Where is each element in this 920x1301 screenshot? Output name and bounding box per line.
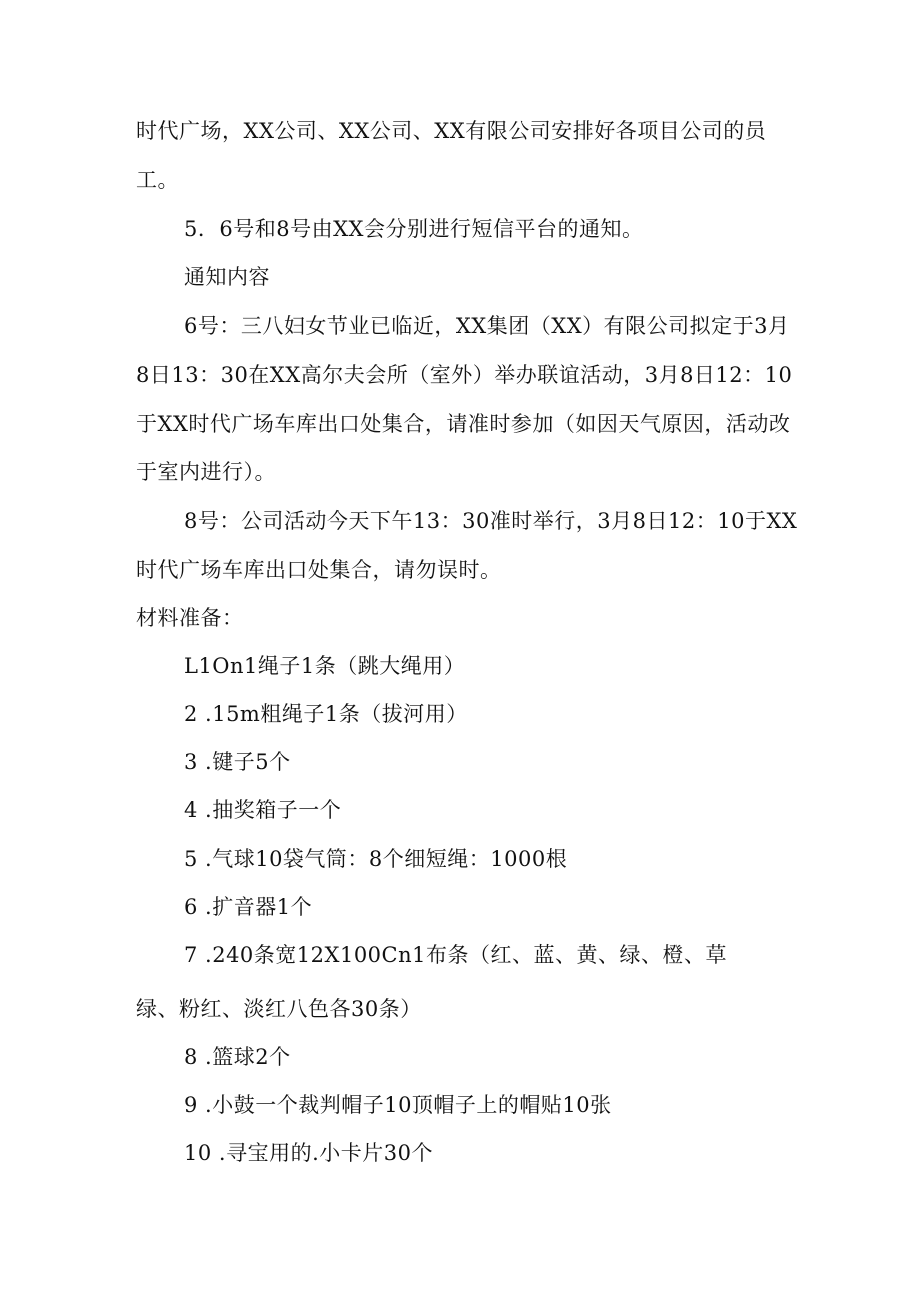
item-5-sms-notice: 5．6号和8号由XX会分别进行短信平台的通知。 <box>184 217 644 241</box>
material-item-3: 3 .键子5个 <box>184 750 291 774</box>
materials-heading: 材料准备： <box>136 606 244 630</box>
notice-6th-line-4: 于室内进行）。 <box>136 460 276 484</box>
notice-8th-line-1: 8号：公司活动今天下午13：30准时举行，3月8日12：10于XX <box>184 509 798 533</box>
material-item-7-line-1: 7 .240条宽12X100Cn1布条（红、蓝、黄、绿、橙、草 <box>184 943 728 967</box>
material-item-10: 10 .寻宝用的.小卡片30个 <box>184 1141 433 1165</box>
material-item-9: 9 .小鼓一个裁判帽子10顶帽子上的帽贴10张 <box>184 1093 612 1117</box>
material-item-2: 2 .15m粗绳子1条（拔河用） <box>184 702 468 726</box>
notice-6th-line-1: 6号：三八妇女节业已临近，XX集团（XX）有限公司拟定于3月 <box>184 314 790 338</box>
notice-6th-line-3: 于XX时代广场车库出口处集合，请准时参加（如因天气原因，活动改 <box>136 412 791 436</box>
notice-8th-line-2: 时代广场车库出口处集合，请勿误时。 <box>136 558 502 582</box>
material-item-6: 6 .扩音器1个 <box>184 895 313 919</box>
material-item-7-line-2: 绿、粉红、淡红八色各30条） <box>136 997 422 1021</box>
notice-content-heading: 通知内容 <box>184 265 270 289</box>
material-item-8: 8 .篮球2个 <box>184 1045 291 1069</box>
material-item-1: L1On1绳子1条（跳大绳用） <box>184 654 466 678</box>
text-line-continuation-end: 工。 <box>136 168 179 192</box>
notice-6th-line-2: 8日13：30在XX高尔夫会所（室外）举办联谊活动，3月8日12：10 <box>136 363 793 387</box>
text-line-continuation: 时代广场，XX公司、XX公司、XX有限公司安排好各项目公司的员 <box>136 119 767 143</box>
material-item-5: 5 .气球10袋气筒：8个细短绳：1000根 <box>184 847 568 871</box>
material-item-4: 4 .抽奖箱子一个 <box>184 798 342 822</box>
